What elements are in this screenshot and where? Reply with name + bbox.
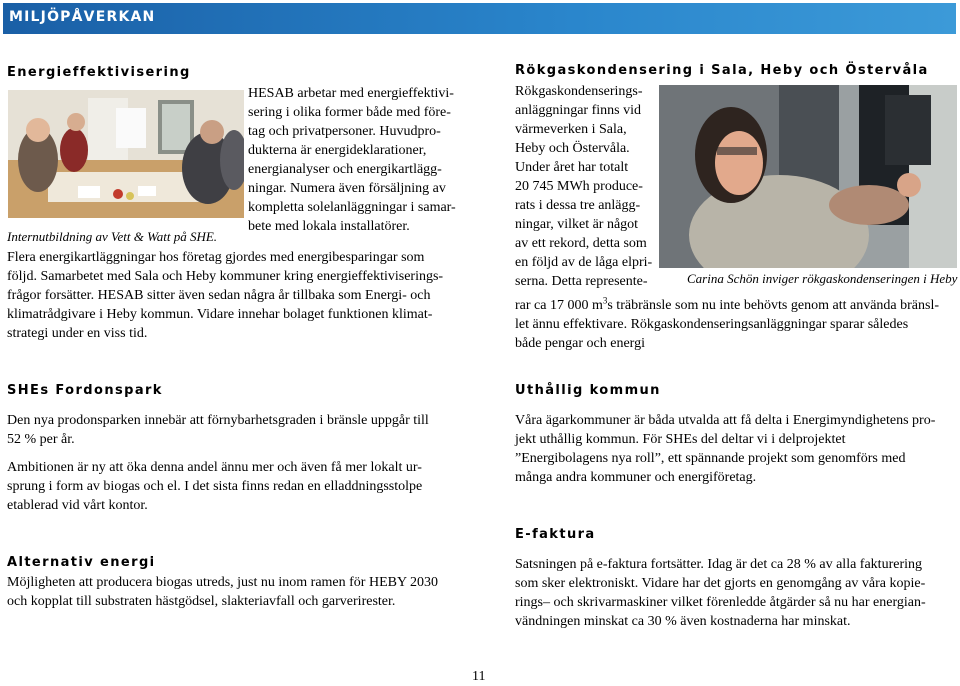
fordon-line: sprung i form av biogas och el. I det sista finns redan en elladdningsstolpe	[7, 479, 423, 494]
energi-wrap-line: energianalyser och energikartlägg-	[248, 162, 442, 177]
energi-wrap-line: dukterna är energideklarationer,	[248, 143, 427, 158]
efaktura-line: vändningen minskat ca 30 % även kostnaderna har minskat.	[515, 614, 851, 629]
energi-wrap-line: bete med lokala installatörer.	[248, 219, 410, 234]
rok-wrap-line: serna. Detta represente-	[515, 274, 648, 289]
efaktura-line: rings– och skrivarmaskiner vilket förenledde åtgärder så nu har energian-	[515, 595, 926, 610]
rok-line: både pengar och energi	[515, 336, 645, 351]
energi-line: strategi under en viss tid.	[7, 326, 148, 341]
rok-wrap-line: rats i dessa tre anlägg-	[515, 198, 641, 213]
rok-heading: Rökgaskondensering i Sala, Heby och Östervåla	[515, 63, 929, 78]
uthallig-line: ”Energibolagens nya roll”, ett spännande projekt som genomförs med	[515, 451, 906, 466]
rok-wrap-line: ningar, vilket är något	[515, 217, 639, 232]
rok-line-volume	[515, 296, 939, 315]
alternativ-line: och kopplat till substraten hästgödsel, slakteriavfall och garverirester.	[7, 594, 396, 609]
fordon-line: 52 % per år.	[7, 432, 75, 447]
rok-wrap-line: Heby och Östervåla.	[515, 141, 630, 156]
rok-line-volume-pre: rar ca 17 000 m	[515, 298, 603, 313]
section-banner	[3, 3, 956, 34]
meeting-photo	[8, 90, 244, 218]
rok-line-volume-post: s träbränsle som nu inte behövts genom att använda bränsl-	[607, 298, 939, 313]
rok-wrap-line: värmeverken i Sala,	[515, 122, 627, 137]
efaktura-heading: E-faktura	[515, 527, 596, 542]
energi-heading: Energieffektivisering	[7, 65, 191, 80]
inauguration-photo	[659, 85, 957, 268]
energi-photo-caption: Internutbildning av Vett & Watt på SHE.	[7, 229, 218, 244]
rok-photo-caption: Carina Schön inviger rökgaskondenseringen i Heby	[687, 271, 958, 286]
energi-wrap-line: HESAB arbetar med energieffektivi-	[248, 86, 454, 101]
rok-wrap-line: anläggningar finns vid	[515, 103, 641, 118]
rok-wrap-line: av ett rekord, detta som	[515, 236, 647, 251]
alternativ-line: Möjligheten att producera biogas utreds, just nu inom ramen för HEBY 2030	[7, 575, 439, 590]
energi-wrap-line: tag och privatpersoner. Huvudpro-	[248, 124, 441, 139]
energi-line: följd. Samarbetet med Sala och Heby kommuner kring energieffektiviserings-	[7, 269, 444, 284]
rok-wrap-line: en följd av de låga elpri-	[515, 255, 653, 270]
energi-wrap-line: kompletta solelanläggningar i samar-	[248, 200, 456, 215]
rok-line: let ännu effektivare. Rökgaskondenseringsanläggningar sparar således	[515, 317, 909, 332]
uthallig-line: Våra ägarkommuner är båda utvalda att få delta i Energimyndighetens pro-	[515, 413, 936, 428]
rok-wrap-line: 20 745 MWh produce-	[515, 179, 643, 194]
energi-line: Flera energikartläggningar hos företag gjordes med energibesparingar som	[7, 250, 425, 265]
alternativ-heading: Alternativ energi	[7, 555, 156, 570]
efaktura-line: Satsningen på e-faktura fortsätter. Idag är det ca 28 % av alla fakturering	[515, 557, 922, 572]
banner-title: MILJÖPÅVERKAN	[9, 9, 156, 25]
fordon-line: etablerad vid vårt kontor.	[7, 498, 148, 513]
rok-wrap-line: Under året har totalt	[515, 160, 629, 175]
fordon-heading: SHEs Fordonspark	[7, 383, 163, 398]
uthallig-heading: Uthållig kommun	[515, 383, 661, 398]
uthallig-line: många andra kommuner och energiföretag.	[515, 470, 757, 485]
energi-wrap-line: ningar. Numera även försäljning av	[248, 181, 446, 196]
page-number: 11	[472, 669, 486, 684]
uthallig-line: jekt uthållig kommun. För SHEs del deltar vi i delprojektet	[515, 432, 846, 447]
efaktura-line: som sker elektroniskt. Vidare har det gjorts en genomgång av våra kopie-	[515, 576, 926, 591]
fordon-line: Ambitionen är ny att öka denna andel ännu mer och även få mer lokalt ur-	[7, 460, 422, 475]
rok-wrap-line: Rökgaskondenserings-	[515, 84, 643, 99]
energi-wrap-line: sering i olika former både med före-	[248, 105, 451, 120]
energi-line: frågor forsätter. HESAB sitter även sedan några år tillbaka som Energi- och	[7, 288, 431, 303]
energi-line: klimatrådgivare i Heby kommun. Vidare innehar bolaget funktionen klimat-	[7, 307, 433, 322]
fordon-line: Den nya prodonsparken innebär att förnybarhetsgraden i bränsle uppgår till	[7, 413, 429, 428]
rok-line-volume-sup: 3	[602, 295, 608, 306]
